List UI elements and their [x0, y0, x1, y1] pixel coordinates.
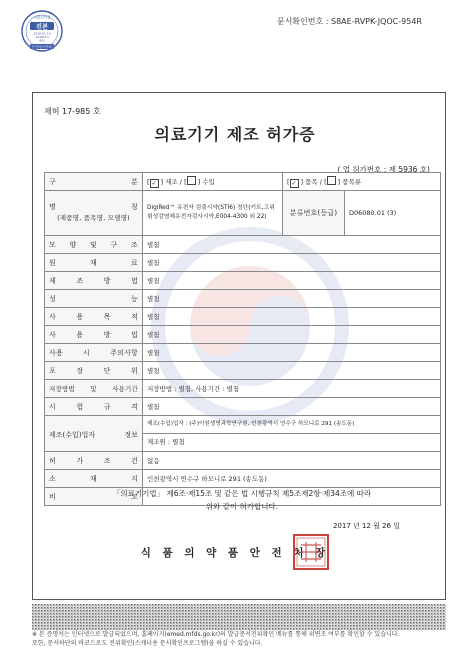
business-license-number: ( 업 허가번호 : 제 5936 호)	[337, 165, 430, 174]
name-label-main: 명 칭	[49, 203, 138, 211]
footer-notice-line2: 또한, 문서하단의 바코드로도 진위확인(스캐너용 문서확인프로그램)을 하실 수 있습니다.	[32, 640, 263, 647]
seal-top-text: 식품의약품	[33, 15, 51, 20]
checkbox-manufacture: ✓	[151, 179, 157, 187]
table-row	[45, 326, 441, 344]
table-row	[45, 290, 441, 308]
shape-label: 모 양 및 구 조	[45, 236, 143, 254]
table-row	[45, 308, 441, 326]
authenticity-seal-icon	[20, 8, 64, 54]
method-label: 제 조 방 법	[45, 272, 143, 290]
issue-date: 2017 년 12 월 26 일	[332, 522, 400, 530]
seal-serial: 453	[39, 38, 45, 43]
storage-label: 저장방법 및 사용기간	[45, 380, 143, 398]
option-manufacture: 제조	[165, 177, 178, 186]
location-label: 소 재 지	[45, 470, 143, 488]
seal-date: 2018-01-10	[33, 31, 51, 36]
checkbox-item: ✓	[291, 179, 297, 187]
table-row	[45, 470, 441, 488]
packaging-label: 포 장 단 위	[45, 362, 143, 380]
remarks-label: 비 고	[45, 488, 143, 506]
purpose-label: 사 용 목 적	[45, 308, 143, 326]
option-item-group: 품목류	[342, 177, 362, 186]
option-separator: /	[179, 177, 182, 186]
name-value-line1: DigiRed™ 유전자 검출시약(STI6) 정단(키트,고위	[147, 205, 275, 211]
classification-label: 분류번호(등급)	[283, 191, 345, 236]
table-row	[45, 272, 441, 290]
table-row	[45, 416, 441, 452]
location-value: 인천광역시 연수구 하모니로 291 (송도동)	[143, 470, 441, 488]
legal-basis-text	[44, 487, 440, 513]
footer-notice	[32, 630, 446, 648]
table-row	[45, 191, 441, 236]
material-value: 별첨	[143, 254, 441, 272]
maker-info-label: 제조(수입)업자 정보	[45, 416, 143, 452]
maker-info-line1: 제조(수입)업자 : (주)이원생명과학연구원, 인천광역시 연수구 하모니로 291 (송도동)	[143, 416, 440, 434]
table-row	[45, 380, 441, 398]
purpose-value: 별첨	[143, 308, 441, 326]
table-row	[45, 344, 441, 362]
table-row	[45, 254, 441, 272]
name-value	[143, 191, 283, 236]
name-label	[45, 191, 143, 236]
name-value-line2: 험성감염체유전자검사시약,E004-4300 외 22)	[147, 214, 267, 220]
maker-info-value	[143, 416, 441, 452]
page-title: 의료기기 제조 허가증	[154, 125, 316, 144]
method-value: 별첨	[143, 272, 441, 290]
condition-value: 없음	[143, 452, 441, 470]
packaging-value: 별첨	[143, 362, 441, 380]
seal-main-text: 진본	[35, 22, 49, 31]
permit-details-table	[44, 172, 441, 506]
table-row	[45, 362, 441, 380]
official-stamp-icon	[292, 533, 330, 571]
storage-value: 저장방법 : 별첨, 사용기간 : 별첨	[143, 380, 441, 398]
usage-value: 별첨	[143, 326, 441, 344]
caution-label: 사용 시 주의사항	[45, 344, 143, 362]
issuer-name: 식 품 의 약 품 안 전 처 장	[140, 547, 330, 559]
maker-info-line2: 제조원 : 별첨	[147, 438, 185, 446]
type-item-value: [ ✓ ] 품목 / [ ] 품목류	[283, 173, 441, 191]
checkbox-import	[187, 176, 196, 185]
material-label: 원 재 료	[45, 254, 143, 272]
caution-value: 별첨	[143, 344, 441, 362]
type-label: 구 분	[45, 173, 143, 191]
name-label-sub: (제품명, 품목명, 모델명)	[57, 214, 130, 222]
table-row	[45, 236, 441, 254]
permit-number: 제허 17-985 호	[44, 107, 101, 116]
usage-label: 사 용 방 법	[45, 326, 143, 344]
shape-value: 별첨	[143, 236, 441, 254]
classification-value: D06080.01 (3)	[345, 191, 441, 236]
type-business-value: [ ✓ ] 제조 / [ ] 수입	[143, 173, 283, 191]
test-spec-label: 시 험 규 격	[45, 398, 143, 416]
option-separator: /	[319, 177, 322, 186]
performance-value: 별첨	[143, 290, 441, 308]
test-spec-value: 별첨	[143, 398, 441, 416]
legal-basis-line2: 위와 같이 허가합니다.	[205, 502, 279, 511]
option-import: 수입	[202, 177, 215, 186]
condition-label: 허 가 조 건	[45, 452, 143, 470]
performance-label: 성 능	[45, 290, 143, 308]
legal-basis-line1: 「의료기기법」 제6조·제15조 및 같은 법 시행규칙 제5조제2항·제34조에 따라	[112, 489, 372, 498]
footer-notice-line1: ※ 본 증명서는 인터넷으로 발급되었으며, 홈페이지(emed.mfds.go.kr)의 발급문서진위확인 메뉴를 통해 위변조 여부를 확인할 수 있습니다.	[32, 631, 400, 638]
checkbox-item-group	[327, 176, 336, 185]
document-confirm-number: 문서확인번호 : S8AE-RVPK-JQOC-954R	[276, 17, 422, 26]
seal-bottom-text: 안전처(식약처)	[31, 44, 53, 49]
security-barcode-band	[32, 604, 446, 630]
table-row	[45, 173, 441, 191]
seal-time: 14:08:13	[35, 35, 49, 39]
option-item: 품목	[305, 177, 318, 186]
table-row	[45, 398, 441, 416]
table-row	[45, 452, 441, 470]
